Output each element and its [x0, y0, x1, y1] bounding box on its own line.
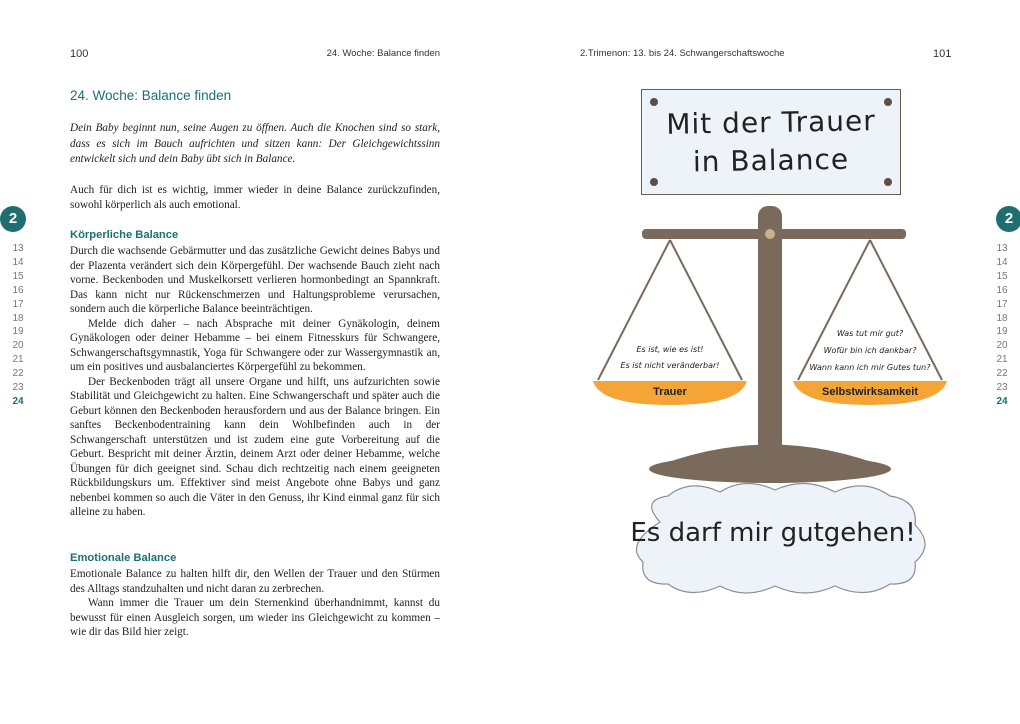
week-number: 16 [12, 284, 24, 296]
scale-pivot [765, 229, 775, 239]
week-number: 21 [996, 354, 1008, 366]
week-number: 14 [996, 256, 1008, 268]
chapter-badge-right: 2 [996, 206, 1020, 232]
right-pan-note-1: Was tut mir gut? [836, 329, 904, 338]
page-title: 24. Woche: Balance finden [70, 88, 232, 103]
week-number: 20 [996, 340, 1008, 352]
left-pan-note-2: Es ist nicht veränderbar! [620, 361, 720, 370]
chapter-badge-left: 2 [0, 206, 26, 232]
week-number: 16 [996, 284, 1008, 296]
sign-bolt [884, 178, 892, 186]
right-pan-note-2: Wofür bin ich dankbar? [823, 346, 917, 355]
scale-pillar [758, 206, 782, 456]
cloud-text: Es darf mir gutgehen! [630, 518, 916, 548]
section-heading-physical: Körperliche Balance [70, 229, 179, 241]
week-number: 18 [12, 312, 24, 324]
right-page-number: 101 [933, 48, 952, 60]
paragraph-text: Auch für dich ist es wichtig, immer wieder in deine Balance zurückzufinden, sowohl körperlich als auch emotional. [70, 184, 440, 211]
week-number: 13 [996, 243, 1008, 254]
left-page-number: 100 [70, 48, 89, 60]
week-number: 23 [996, 382, 1008, 394]
right-pan-string [798, 240, 870, 380]
paragraph-text: Emotionale Balance zu halten hilft dir, den Wellen der Trauer und den Stürmen des Alltags standzuhalten und nicht daran zu zerbrechen. [70, 568, 440, 595]
week-number: 20 [12, 340, 24, 352]
right-pan-note-3: Wann kann ich mir Gutes tun? [809, 363, 931, 372]
paragraph-text: Durch die wachsende Gebärmutter und das zusätzliche Gewicht deines Babys und der Plazenta verändert sich dein Körpergefühl. Der wachsende Bauch zieht nach vorne. Beckenboden und Muskelkorsett verlieren hormonbedingt an Spannkraft. Das kann nicht nur Rückenschmerzen und Haltungsprobleme verursachen, sondern auch die körperliche Balance beeinträchtigen. [70, 245, 440, 315]
week-number: 15 [996, 270, 1008, 282]
left-pan-note-1: Es ist, wie es ist! [636, 345, 704, 354]
intro-paragraph: Dein Baby beginnt nun, seine Augen zu öffnen. Auch die Knochen sind so stark, dass es sich im Bauch aufrichten und sitzen kann: Der Gleichgewichtssinn entwickelt sich und dein Baby übt sich in Balance. [70, 122, 440, 166]
sign-bolt [650, 98, 658, 106]
right-pan-string [870, 240, 942, 380]
sign-line-1: Mit der Trauer [666, 104, 876, 141]
week-number: 13 [12, 243, 24, 254]
sign-bolt [650, 178, 658, 186]
title-sign [641, 89, 901, 195]
paragraph-text: Melde dich daher – nach Absprache mit deiner Gynäkologin, deinem Gynäkologen oder deiner Hebamme – bei einem Fitnesskurs für Schwangere, Schwangerschaftsgymnastik, Yoga für Schwangere oder zur Wassergymnastik an, um ein positives und ausbalanciertes Körpergefühl zu bekommen. [70, 317, 440, 373]
week-number: 17 [996, 298, 1008, 310]
week-number: 21 [12, 354, 24, 366]
sign-line-2: in Balance [692, 142, 850, 179]
left-pan-string [598, 240, 670, 380]
week-number-current: 24 [996, 395, 1008, 407]
left-pan-label: Trauer [653, 386, 687, 398]
week-number: 19 [996, 326, 1008, 338]
right-pan-label: Selbstwirksamkeit [822, 386, 918, 398]
left-pan-string [670, 240, 742, 380]
week-number: 14 [12, 256, 24, 268]
week-number-current: 24 [12, 395, 24, 407]
section-heading-emotional: Emotionale Balance [70, 552, 177, 564]
week-number: 19 [12, 326, 24, 338]
left-running-head: 24. Woche: Balance finden [326, 48, 440, 59]
week-number: 22 [12, 368, 24, 380]
week-number: 23 [12, 382, 24, 394]
right-running-head: 2.Trimenon: 13. bis 24. Schwangerschaftswoche [580, 48, 785, 59]
paragraph-text: Wann immer die Trauer um dein Sternenkind überhandnimmt, kannst du bewusst für einen Ausgleich sorgen, um wieder ins Gleichgewicht zu kommen – wie dir das Bild hier zeigt. [70, 597, 440, 638]
week-number: 22 [996, 368, 1008, 380]
week-number: 17 [12, 298, 24, 310]
week-number: 15 [12, 270, 24, 282]
paragraph-text: Der Beckenboden trägt all unsere Organe und hilft, uns aufzurichten sowie Stabilität und Gleichgewicht zu halten. Eine Schwangerschaft und später auch die Geburt können den Beckenboden herausfordern und aus der Balance bringen. Ein sanftes Beckenbodentraining kann dein Wohlbefinden auch in der Schwangerschaft unterstützen und ist zudem eine gute Vorbereitung auf die Geburt. Bespricht mit deiner Ärztin, deinem Arzt oder deiner Hebamme, welche Übungen für dich geeignet sind. Schau dich rechtzeitig nach einem geeigneten Rückbildungskurs um. Effektiver sind meist Angebote ohne Babys und ganz nebenbei kommen so auch die Väter in den Genuss, ihr Kind einmal ganz für sich alleine zu haben. [70, 375, 440, 518]
week-number: 18 [996, 312, 1008, 324]
